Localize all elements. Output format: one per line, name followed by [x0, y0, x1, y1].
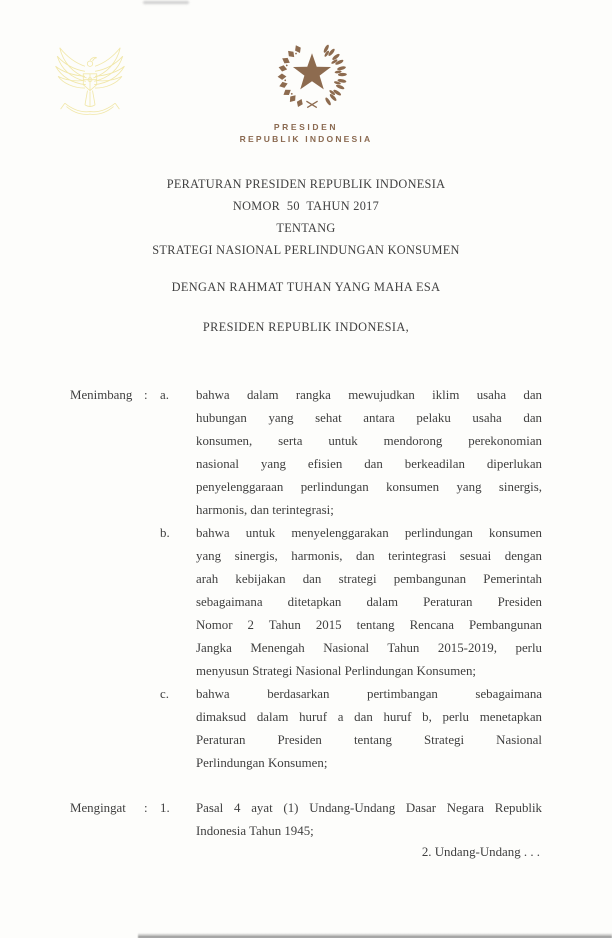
mengingat-label: Mengingat [70, 801, 126, 815]
item-line: penyelenggaraan perlindungan konsumen yang sinergis, [196, 480, 542, 494]
item-marker: c. [160, 687, 169, 701]
item-text [196, 522, 542, 683]
garuda-pancasila-watermark-icon [48, 34, 132, 122]
item-line: harmonis, dan terintegrasi; [196, 503, 334, 517]
seal-star [293, 53, 331, 89]
consideration-item-b [160, 522, 542, 683]
consideration-item-c [160, 683, 542, 775]
item-line: konsumen, serta untuk mendorong perekonomian [196, 434, 542, 448]
mengingat-section [70, 797, 542, 843]
item-marker: 1. [160, 801, 170, 815]
item-marker: a. [160, 388, 169, 402]
title-line-peraturan: PERATURAN PRESIDEN REPUBLIK INDONESIA [166, 177, 446, 191]
item-line: Peraturan Presiden tentang Strategi Nasional [196, 733, 542, 747]
item-line: arah kebijakan dan strategi pembangunan Pemerintah [196, 572, 542, 586]
item-line: yang sinergis, harmonis, dan terintegrasi sesuai dengan [196, 549, 542, 563]
garuda-tail [85, 91, 95, 107]
item-line: menyusun Strategi Nasional Perlindungan Konsumen; [196, 664, 476, 678]
item-line: Pasal 4 ayat (1) Undang-Undang Dasar Negara Republik [196, 801, 542, 815]
consideration-item-a [160, 384, 542, 522]
item-line: nasional yang efisien dan berkeadilan diperlukan [196, 457, 542, 471]
garuda-shield [83, 74, 96, 91]
garuda-head [87, 57, 96, 66]
item-line: sebagaimana ditetapkan dalam Peraturan Presiden [196, 595, 542, 609]
catchword: 2. Undang-Undang . . . [421, 845, 540, 859]
authority-line: PRESIDEN REPUBLIK INDONESIA, [202, 320, 410, 334]
menimbang-label: Menimbang [70, 388, 133, 402]
title-line-tentang: TENTANG [276, 221, 336, 235]
menimbang-items [160, 384, 542, 775]
seal-wreath-left [278, 44, 305, 109]
item-line: Indonesia Tahun 1945; [196, 824, 314, 838]
mengingat-items [160, 797, 542, 843]
title-line-nomor: NOMOR 50 TAHUN 2017 [232, 199, 380, 213]
item-line: Nomor 2 Tahun 2015 tentang Rencana Pembangunan [196, 618, 542, 632]
item-line: hubungan yang sehat antara pelaku usaha dan [196, 411, 542, 425]
item-line: dimaksud dalam huruf a dan huruf b, perlu menetapkan [196, 710, 542, 724]
scan-smudge-top [143, 1, 189, 4]
invocation-line: DENGAN RAHMAT TUHAN YANG MAHA ESA [171, 280, 441, 294]
seal-stems [306, 101, 317, 107]
item-text [196, 797, 542, 843]
document-title-block [0, 173, 612, 261]
item-line: bahwa dalam rangka mewujudkan iklim usaha dan [196, 388, 542, 402]
item-line: bahwa berdasarkan pertimbangan sebagaimana [196, 687, 542, 701]
presidential-seal-icon [272, 38, 352, 118]
item-line: bahwa untuk menyelenggarakan perlindungan konsumen [196, 526, 542, 540]
seal-wreath-right [323, 44, 347, 106]
menimbang-section [70, 384, 542, 775]
scan-edge-shadow [138, 933, 612, 938]
item-line: Perlindungan Konsumen; [196, 756, 328, 770]
legal-basis-item-1 [160, 797, 542, 843]
letterhead-republik-indonesia: REPUBLIK INDONESIA [239, 134, 373, 144]
item-marker: b. [160, 526, 170, 540]
item-text [196, 384, 542, 522]
mengingat-colon: : [144, 801, 148, 815]
letterhead-presiden: PRESIDEN [273, 122, 339, 132]
title-line-subject: STRATEGI NASIONAL PERLINDUNGAN KONSUMEN [152, 243, 460, 257]
item-text [196, 683, 542, 775]
menimbang-colon: : [144, 388, 148, 402]
item-line: Jangka Menengah Nasional Tahun 2015-2019, perlu [196, 641, 542, 655]
